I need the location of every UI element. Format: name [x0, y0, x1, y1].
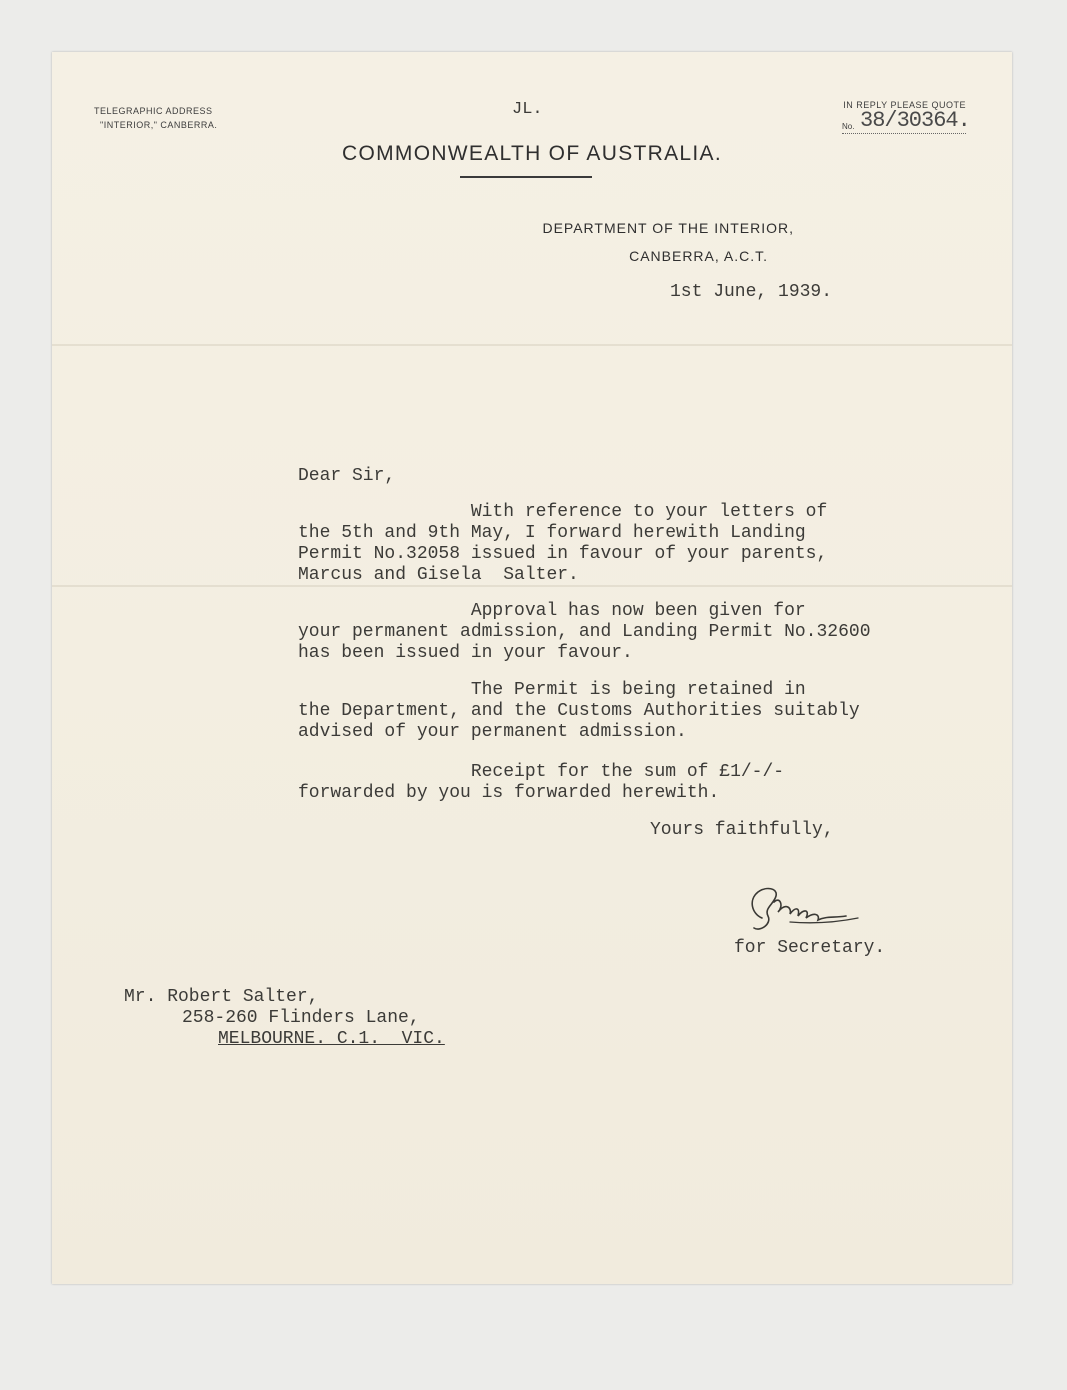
department-name: DEPARTMENT OF THE INTERIOR, [542, 220, 794, 236]
reference-number-field [842, 108, 970, 134]
reference-number: 38/30364. [860, 108, 970, 133]
recipient-name: Mr. Robert Salter, [124, 987, 319, 1007]
salutation: Dear Sir, [298, 466, 396, 486]
body-paragraph: Approval has now been given for your permanent admission, and Landing Permit No.32600 has been issued in your favour. [298, 601, 871, 663]
fold-line [52, 344, 1012, 346]
signatory-role: for Secretary. [734, 938, 886, 958]
letter-date: 1st June, 1939. [670, 282, 833, 302]
department-block [542, 214, 794, 270]
handwritten-signature [734, 878, 884, 943]
department-location: CANBERRA, A.C.T. [629, 248, 768, 264]
recipient-street: 258-260 Flinders Lane, [182, 1008, 420, 1028]
telegraphic-address [94, 104, 217, 132]
body-paragraph: Receipt for the sum of £1/-/- forwarded by you is forwarded herewith. [298, 762, 785, 803]
reply-quote-label: IN REPLY PLEASE QUOTE [843, 100, 966, 110]
title-underline [460, 176, 592, 178]
body-paragraph: The Permit is being retained in the Department, and the Customs Authorities suitably advised of your permanent admission. [298, 680, 860, 742]
recipient-city: MELBOURNE. C.1. VIC. [218, 1029, 445, 1049]
letterhead-title: COMMONWEALTH OF AUSTRALIA. [342, 142, 722, 165]
closing: Yours faithfully, [650, 820, 834, 840]
no-label: No. [842, 122, 855, 131]
body-paragraph: With reference to your letters of the 5th and 9th May, I forward herewith Landing Permit No.32058 issued in favour of your parents, Marcus and Gisela Salter. [298, 502, 828, 585]
typist-initials: JL. [512, 100, 543, 119]
telegraphic-label: TELEGRAPHIC ADDRESS [94, 106, 213, 116]
letter-page [52, 52, 1012, 1284]
telegraphic-value: "INTERIOR," CANBERRA. [100, 120, 218, 130]
